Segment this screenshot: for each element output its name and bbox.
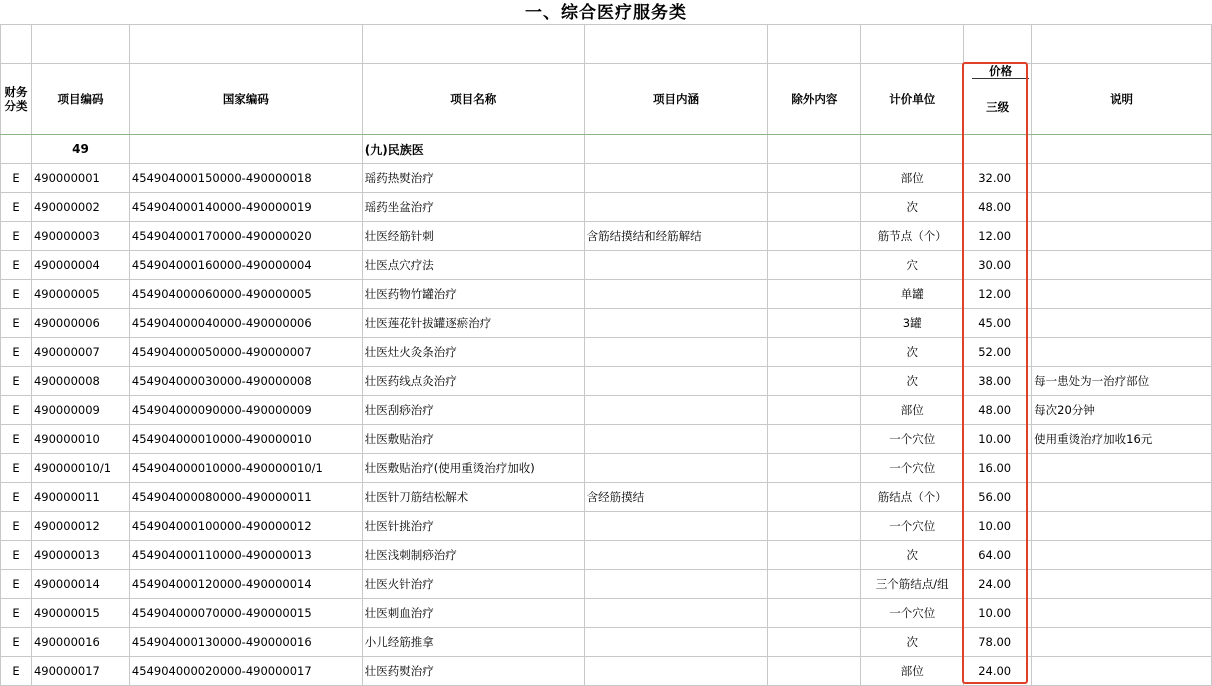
cell-exclusions[interactable] bbox=[768, 512, 861, 541]
cell-unit[interactable]: 次 bbox=[861, 367, 964, 396]
cell-category[interactable]: E bbox=[1, 570, 32, 599]
cell-national-code[interactable]: 454904000150000-490000018 bbox=[129, 164, 362, 193]
cell-category[interactable]: E bbox=[1, 454, 32, 483]
cell-unit[interactable]: 部位 bbox=[861, 164, 964, 193]
cell-item-content[interactable] bbox=[584, 570, 768, 599]
cell-exclusions[interactable] bbox=[768, 483, 861, 512]
table-row bbox=[1, 338, 1212, 367]
cell-exclusions[interactable] bbox=[768, 193, 861, 222]
table-row bbox=[1, 164, 1212, 193]
cell-category[interactable]: E bbox=[1, 280, 32, 309]
table-row bbox=[1, 367, 1212, 396]
header-national[interactable]: 国家编码 bbox=[129, 64, 362, 135]
header-price-level: 三级 bbox=[986, 99, 1010, 114]
cell-item-name[interactable]: 壮医火针治疗 bbox=[362, 570, 584, 599]
cell-exclusions[interactable] bbox=[768, 164, 861, 193]
cell-code[interactable]: 490000004 bbox=[31, 251, 129, 280]
table-row bbox=[1, 570, 1212, 599]
cell-item-name[interactable]: 瑶药坐盆治疗 bbox=[362, 193, 584, 222]
table-row bbox=[1, 454, 1212, 483]
cell-price[interactable]: 30.00 bbox=[964, 251, 1032, 280]
cell-exclusions[interactable] bbox=[768, 251, 861, 280]
header-note[interactable]: 说明 bbox=[1032, 64, 1212, 135]
cell-category[interactable]: E bbox=[1, 483, 32, 512]
cell-item-name[interactable]: 壮医药熨治疗 bbox=[362, 657, 584, 686]
cell-price[interactable]: 12.00 bbox=[964, 222, 1032, 251]
cell-price[interactable]: 32.00 bbox=[964, 164, 1032, 193]
cell-note[interactable] bbox=[1032, 164, 1212, 193]
cell-unit[interactable]: 次 bbox=[861, 628, 964, 657]
cell-item-name[interactable]: 壮医敷贴治疗 bbox=[362, 425, 584, 454]
cell-category[interactable]: E bbox=[1, 657, 32, 686]
cell-item-name[interactable]: 壮医敷贴治疗(使用重烫治疗加收) bbox=[362, 454, 584, 483]
cell-item-name[interactable]: 瑶药热熨治疗 bbox=[362, 164, 584, 193]
cell-code[interactable]: 490000011 bbox=[31, 483, 129, 512]
cell-category[interactable]: E bbox=[1, 164, 32, 193]
cell-price[interactable]: 52.00 bbox=[964, 338, 1032, 367]
cell-national-code[interactable]: 454904000020000-490000017 bbox=[129, 657, 362, 686]
cell-unit[interactable]: 3罐 bbox=[861, 309, 964, 338]
cell-national-code[interactable]: 454904000010000-490000010/1 bbox=[129, 454, 362, 483]
cell-unit[interactable]: 筋结点（个） bbox=[861, 483, 964, 512]
cell-item-content[interactable]: 含经筋摸结 bbox=[584, 483, 768, 512]
cell-item-name[interactable]: 壮医药线点灸治疗 bbox=[362, 367, 584, 396]
cell-price[interactable]: 16.00 bbox=[964, 454, 1032, 483]
cell-note[interactable]: 使用重烫治疗加收16元 bbox=[1032, 425, 1212, 454]
cell-unit[interactable]: 部位 bbox=[861, 396, 964, 425]
table-row bbox=[1, 628, 1212, 657]
header-cat[interactable]: 财务分类 bbox=[1, 64, 32, 135]
cell-note[interactable] bbox=[1032, 483, 1212, 512]
cell-item-content[interactable] bbox=[584, 309, 768, 338]
cell-code[interactable]: 490000015 bbox=[31, 599, 129, 628]
cell-national-code[interactable]: 454904000140000-490000019 bbox=[129, 193, 362, 222]
cell-unit[interactable]: 次 bbox=[861, 541, 964, 570]
cell-note[interactable] bbox=[1032, 454, 1212, 483]
cell-category[interactable]: E bbox=[1, 367, 32, 396]
cell-price[interactable]: 56.00 bbox=[964, 483, 1032, 512]
table-row bbox=[1, 251, 1212, 280]
cell-category[interactable]: E bbox=[1, 541, 32, 570]
cell-item-name[interactable]: 壮医浅刺制痧治疗 bbox=[362, 541, 584, 570]
cell-price[interactable]: 10.00 bbox=[964, 425, 1032, 454]
cell-item-content[interactable] bbox=[584, 599, 768, 628]
cell-national-code[interactable]: 454904000080000-490000011 bbox=[129, 483, 362, 512]
cell-price[interactable]: 48.00 bbox=[964, 396, 1032, 425]
cell-price[interactable]: 24.00 bbox=[964, 657, 1032, 686]
cell-note[interactable] bbox=[1032, 338, 1212, 367]
cell-code[interactable]: 490000009 bbox=[31, 396, 129, 425]
cell-note[interactable] bbox=[1032, 512, 1212, 541]
cell-note[interactable] bbox=[1032, 628, 1212, 657]
cell-exclusions[interactable] bbox=[768, 222, 861, 251]
cell-item-name[interactable]: 壮医经筋针刺 bbox=[362, 222, 584, 251]
cell-price[interactable]: 12.00 bbox=[964, 280, 1032, 309]
cell-unit[interactable]: 穴 bbox=[861, 251, 964, 280]
header-unit[interactable]: 计价单位 bbox=[861, 64, 964, 135]
cell-item-content[interactable] bbox=[584, 396, 768, 425]
cell-item-name[interactable]: 壮医针挑治疗 bbox=[362, 512, 584, 541]
cell-exclusions[interactable] bbox=[768, 454, 861, 483]
table-row bbox=[1, 657, 1212, 686]
cell-item-content[interactable] bbox=[584, 367, 768, 396]
cell-item-name[interactable]: 壮医刺血治疗 bbox=[362, 599, 584, 628]
cell-note[interactable] bbox=[1032, 570, 1212, 599]
cell-item-content[interactable] bbox=[584, 512, 768, 541]
cell-category[interactable]: E bbox=[1, 193, 32, 222]
cell-price[interactable]: 48.00 bbox=[964, 193, 1032, 222]
cell-national-code[interactable]: 454904000030000-490000008 bbox=[129, 367, 362, 396]
cell-price[interactable]: 78.00 bbox=[964, 628, 1032, 657]
cell-item-content[interactable] bbox=[584, 425, 768, 454]
cell-exclusions[interactable] bbox=[768, 657, 861, 686]
table-row bbox=[1, 396, 1212, 425]
table-row bbox=[1, 599, 1212, 628]
cell-exclusions[interactable] bbox=[768, 367, 861, 396]
cell-item-name[interactable]: 壮医点穴疗法 bbox=[362, 251, 584, 280]
cell-note[interactable] bbox=[1032, 193, 1212, 222]
cell-note[interactable] bbox=[1032, 541, 1212, 570]
cell-note[interactable] bbox=[1032, 280, 1212, 309]
cell-item-content[interactable] bbox=[584, 541, 768, 570]
cell-national-code[interactable]: 454904000060000-490000005 bbox=[129, 280, 362, 309]
cell-category[interactable]: E bbox=[1, 338, 32, 367]
table-row bbox=[1, 222, 1212, 251]
cell-unit[interactable]: 部位 bbox=[861, 657, 964, 686]
cell-national-code[interactable]: 454904000110000-490000013 bbox=[129, 541, 362, 570]
cell-item-name[interactable]: 小儿经筋推拿 bbox=[362, 628, 584, 657]
cell-unit[interactable]: 一个穴位 bbox=[861, 454, 964, 483]
cell-national-code[interactable]: 454904000130000-490000016 bbox=[129, 628, 362, 657]
cell-unit[interactable]: 次 bbox=[861, 193, 964, 222]
cell-item-name[interactable]: 壮医针刀筋结松解术 bbox=[362, 483, 584, 512]
cell-national-code[interactable]: 454904000040000-490000006 bbox=[129, 309, 362, 338]
cell-unit[interactable]: 一个穴位 bbox=[861, 425, 964, 454]
cell-code[interactable]: 490000008 bbox=[31, 367, 129, 396]
cell-note[interactable] bbox=[1032, 599, 1212, 628]
cell-national-code[interactable]: 454904000120000-490000014 bbox=[129, 570, 362, 599]
cell-code[interactable]: 490000013 bbox=[31, 541, 129, 570]
cell-item-content[interactable] bbox=[584, 193, 768, 222]
cell-national-code[interactable]: 454904000090000-490000009 bbox=[129, 396, 362, 425]
cell-item-content[interactable] bbox=[584, 628, 768, 657]
cell-code[interactable]: 490000014 bbox=[31, 570, 129, 599]
cell-category[interactable]: E bbox=[1, 599, 32, 628]
cell-note[interactable] bbox=[1032, 309, 1212, 338]
price-table bbox=[0, 24, 1212, 686]
cell-code[interactable]: 490000006 bbox=[31, 309, 129, 338]
cell-note[interactable] bbox=[1032, 657, 1212, 686]
cell-item-content[interactable] bbox=[584, 338, 768, 367]
group-row bbox=[1, 135, 1212, 164]
cell-category[interactable]: E bbox=[1, 222, 32, 251]
cell-unit[interactable]: 单罐 bbox=[861, 280, 964, 309]
cell-code[interactable]: 490000001 bbox=[31, 164, 129, 193]
cell-category[interactable]: E bbox=[1, 251, 32, 280]
cell-unit[interactable]: 一个穴位 bbox=[861, 512, 964, 541]
cell-exclusions[interactable] bbox=[768, 425, 861, 454]
sheet-title: 一、综合医疗服务类 bbox=[525, 3, 687, 23]
cell-code[interactable]: 490000007 bbox=[31, 338, 129, 367]
cell-item-name[interactable]: 壮医莲花针拔罐逐瘀治疗 bbox=[362, 309, 584, 338]
cell-exclusions[interactable] bbox=[768, 599, 861, 628]
cell-unit[interactable]: 筋节点（个） bbox=[861, 222, 964, 251]
cell-item-name[interactable]: 壮医药物竹罐治疗 bbox=[362, 280, 584, 309]
cell-price[interactable]: 24.00 bbox=[964, 570, 1032, 599]
header-code[interactable]: 项目编码 bbox=[31, 64, 129, 135]
cell-item-content[interactable]: 含筋结摸结和经筋解结 bbox=[584, 222, 768, 251]
cell-price[interactable]: 64.00 bbox=[964, 541, 1032, 570]
cell-price[interactable]: 10.00 bbox=[964, 599, 1032, 628]
cell-item-name[interactable]: 壮医灶火灸条治疗 bbox=[362, 338, 584, 367]
table-row bbox=[1, 193, 1212, 222]
cell-code[interactable]: 490000003 bbox=[31, 222, 129, 251]
table-row bbox=[1, 425, 1212, 454]
table-row bbox=[1, 541, 1212, 570]
cell-category[interactable]: E bbox=[1, 425, 32, 454]
cell-item-content[interactable] bbox=[584, 251, 768, 280]
cell-item-content[interactable] bbox=[584, 657, 768, 686]
header-content[interactable]: 项目内涵 bbox=[584, 64, 768, 135]
cell-unit[interactable]: 一个穴位 bbox=[861, 599, 964, 628]
cell-note[interactable] bbox=[1032, 251, 1212, 280]
cell-exclusions[interactable] bbox=[768, 570, 861, 599]
cell-national-code[interactable]: 454904000050000-490000007 bbox=[129, 338, 362, 367]
cell-unit[interactable]: 次 bbox=[861, 338, 964, 367]
cell-category[interactable]: E bbox=[1, 396, 32, 425]
cell-exclusions[interactable] bbox=[768, 628, 861, 657]
cell-exclusions[interactable] bbox=[768, 280, 861, 309]
cell-note[interactable]: 每次20分钟 bbox=[1032, 396, 1212, 425]
cell-code[interactable]: 490000017 bbox=[31, 657, 129, 686]
header-name[interactable]: 项目名称 bbox=[362, 64, 584, 135]
cell-category[interactable]: E bbox=[1, 512, 32, 541]
cell-code[interactable]: 490000012 bbox=[31, 512, 129, 541]
blank-row bbox=[1, 25, 1212, 64]
cell-exclusions[interactable] bbox=[768, 309, 861, 338]
group-code[interactable]: 49 bbox=[31, 135, 129, 164]
table-row bbox=[1, 309, 1212, 338]
cell-code[interactable]: 490000010/1 bbox=[31, 454, 129, 483]
table-row bbox=[1, 512, 1212, 541]
cell-category[interactable]: E bbox=[1, 309, 32, 338]
cell-note[interactable]: 每一患处为一治疗部位 bbox=[1032, 367, 1212, 396]
cell-price[interactable]: 10.00 bbox=[964, 512, 1032, 541]
cell-note[interactable] bbox=[1032, 222, 1212, 251]
cell-code[interactable]: 490000016 bbox=[31, 628, 129, 657]
cell-national-code[interactable]: 454904000160000-490000004 bbox=[129, 251, 362, 280]
cell-price[interactable]: 38.00 bbox=[964, 367, 1032, 396]
cell-national-code[interactable]: 454904000010000-490000010 bbox=[129, 425, 362, 454]
cell-item-content[interactable] bbox=[584, 164, 768, 193]
cell-code[interactable]: 490000005 bbox=[31, 280, 129, 309]
header-row bbox=[1, 64, 1212, 135]
cell-code[interactable]: 490000010 bbox=[31, 425, 129, 454]
cell-national-code[interactable]: 454904000100000-490000012 bbox=[129, 512, 362, 541]
cell-item-content[interactable] bbox=[584, 454, 768, 483]
header-price[interactable] bbox=[964, 64, 1032, 135]
table-row bbox=[1, 280, 1212, 309]
cell-national-code[interactable]: 454904000070000-490000015 bbox=[129, 599, 362, 628]
cell-exclusions[interactable] bbox=[768, 338, 861, 367]
cell-exclusions[interactable] bbox=[768, 541, 861, 570]
cell-exclusions[interactable] bbox=[768, 396, 861, 425]
cell-item-name[interactable]: 壮医刮痧治疗 bbox=[362, 396, 584, 425]
cell-national-code[interactable]: 454904000170000-490000020 bbox=[129, 222, 362, 251]
table-row bbox=[1, 483, 1212, 512]
cell-category[interactable]: E bbox=[1, 628, 32, 657]
cell-code[interactable]: 490000002 bbox=[31, 193, 129, 222]
group-name[interactable]: (九)民族医 bbox=[362, 135, 584, 164]
header-price-label: 价格 bbox=[972, 64, 1029, 79]
cell-item-content[interactable] bbox=[584, 280, 768, 309]
cell-unit[interactable]: 三个筋结点/组 bbox=[861, 570, 964, 599]
cell-price[interactable]: 45.00 bbox=[964, 309, 1032, 338]
header-exclude[interactable]: 除外内容 bbox=[768, 64, 861, 135]
